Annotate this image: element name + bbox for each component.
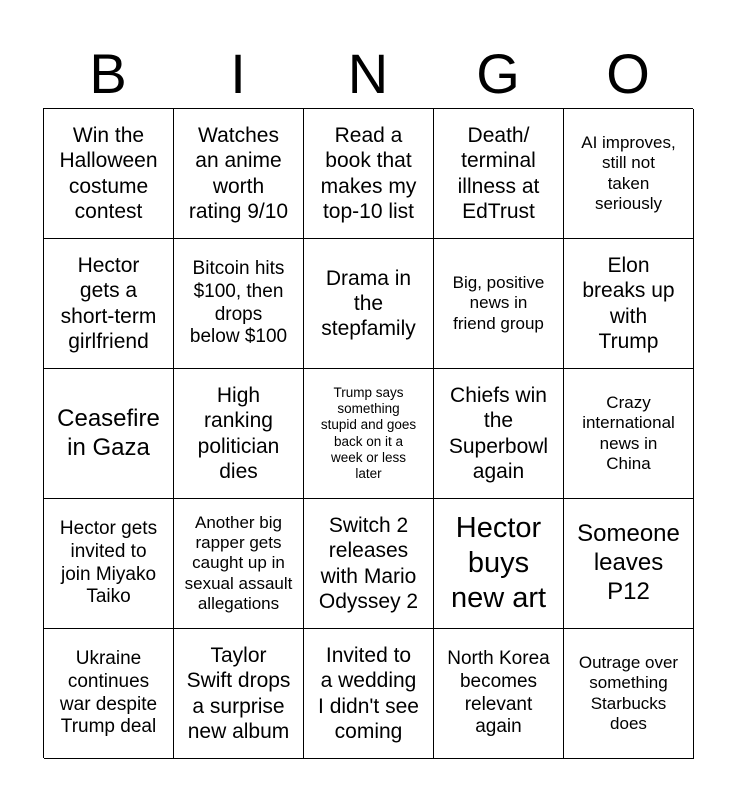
- bingo-cell: [304, 369, 434, 499]
- cell-text: Hector gets a short-term girlfriend: [60, 254, 157, 353]
- cell-text: Switch 2 releases with Mario Odyssey 2: [318, 514, 419, 613]
- cell-text: Ceasefire in Gaza: [57, 404, 160, 461]
- bingo-cell: [304, 239, 434, 369]
- header-letter-b: B: [89, 42, 127, 105]
- header-letter-o: O: [606, 42, 650, 105]
- bingo-cell: [174, 109, 304, 239]
- cell-text: Win the Halloween costume contest: [59, 124, 158, 223]
- cell-text: Crazy international news in China: [582, 392, 675, 473]
- cell-text: AI improves, still not taken seriously: [581, 132, 676, 213]
- cell-text: Drama in the stepfamily: [321, 266, 416, 341]
- cell-text: Ukraine continues war despite Trump deal: [59, 647, 158, 738]
- bingo-cell: [564, 239, 694, 369]
- bingo-header: [43, 40, 693, 108]
- bingo-cell: [434, 629, 564, 759]
- cell-text: Hector gets invited to join Miyako Taiko: [59, 517, 158, 608]
- bingo-cell: [434, 369, 564, 499]
- cell-text: Invited to a wedding I didn't see coming: [318, 644, 419, 743]
- cell-text: Another big rapper gets caught up in sexual assault allegations: [184, 512, 293, 614]
- bingo-cell: [44, 499, 174, 629]
- bingo-cell: [434, 499, 564, 629]
- bingo-board: [43, 108, 693, 758]
- bingo-cell: [434, 239, 564, 369]
- header-letter-i: I: [230, 42, 246, 105]
- bingo-cell: [564, 629, 694, 759]
- bingo-cell: [174, 369, 304, 499]
- bingo-cell: [44, 239, 174, 369]
- cell-text: Taylor Swift drops a surprise new album: [186, 644, 291, 743]
- header-letter-n: N: [347, 42, 389, 105]
- bingo-cell: [304, 109, 434, 239]
- bingo-cell: [564, 369, 694, 499]
- bingo-cell: [44, 109, 174, 239]
- cell-text: Read a book that makes my top-10 list: [320, 124, 417, 223]
- cell-text: Trump says something stupid and goes back on it a week or less later: [320, 384, 417, 481]
- bingo-cell: [174, 499, 304, 629]
- bingo-cell: [564, 499, 694, 629]
- header-letter-g: G: [476, 42, 520, 105]
- cell-text: Outrage over something Starbucks does: [578, 652, 679, 733]
- cell-text: Death/ terminal illness at EdTrust: [457, 124, 540, 223]
- bingo-cell: [564, 109, 694, 239]
- bingo-cell: [174, 629, 304, 759]
- bingo-cell: [174, 239, 304, 369]
- cell-text: High ranking politician dies: [197, 384, 280, 483]
- cell-text: Chiefs win the Superbowl again: [448, 384, 549, 483]
- cell-text: Elon breaks up with Trump: [582, 254, 675, 353]
- cell-text: North Korea becomes relevant again: [447, 647, 550, 738]
- cell-text: Watches an anime worth rating 9/10: [188, 124, 289, 223]
- bingo-cell: [44, 629, 174, 759]
- bingo-cell: [304, 499, 434, 629]
- bingo-cell: [304, 629, 434, 759]
- cell-text: Someone leaves P12: [577, 520, 680, 605]
- cell-text: Hector buys new art: [450, 512, 547, 614]
- cell-text: Bitcoin hits $100, then drops below $100: [189, 257, 288, 348]
- bingo-cell: [44, 369, 174, 499]
- cell-text: Big, positive news in friend group: [452, 272, 545, 333]
- bingo-cell: [434, 109, 564, 239]
